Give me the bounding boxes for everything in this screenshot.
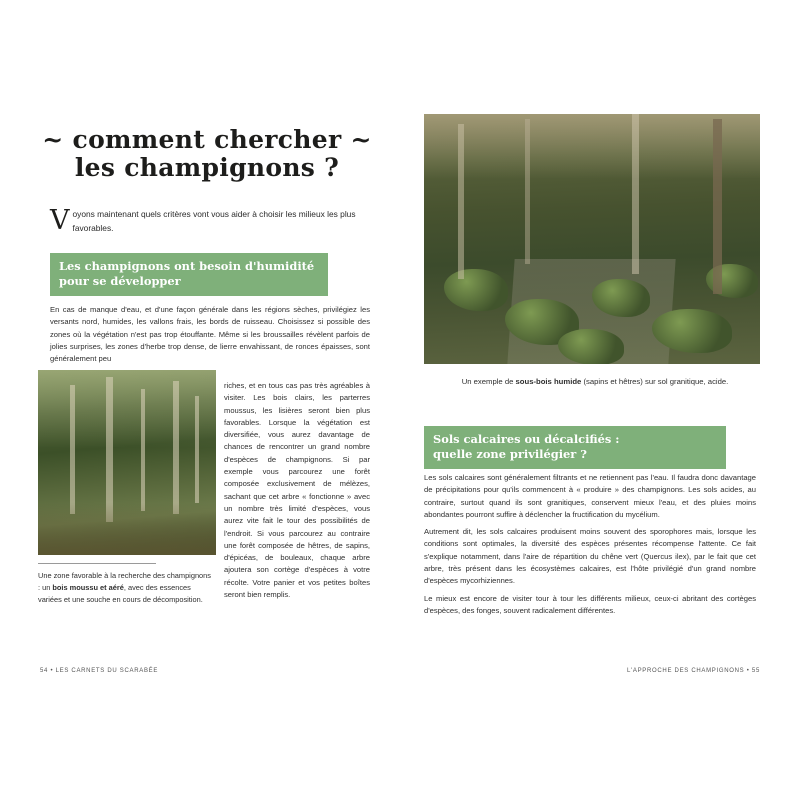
tree-trunk: [70, 385, 75, 515]
right-paragraph-2: Autrement dit, les sols calcaires produisent moins souvent des sporophores mais, lorsque les conditions sont optimales, la diversité des espèces présentes récompense l'attente. Ce fait s'explique notamment, dans l'aire de répartition du chêne vert (Quercus ilex), par le fait que cet arbre, très présent dans les écosystèmes calcaires, est l'hôte privilégié d'un grand nombre d'espèces mycorhiziennes.: [424, 527, 756, 586]
section-heading-humidity: Les champignons ont besoin d'humidité pour se développer: [50, 253, 328, 296]
forest-photo-right: [424, 114, 760, 364]
body-paragraph-narrow: [224, 380, 370, 606]
caption-right-bold: sous-bois humide: [515, 377, 582, 386]
section-heading-soils: [424, 426, 726, 469]
tree-trunk: [713, 119, 722, 294]
drop-cap: V: [50, 205, 70, 236]
photo-sky-overlay: [424, 114, 760, 179]
page-title-line1: ~ comment chercher ~: [42, 125, 372, 154]
photo-floor-overlay: [38, 503, 216, 555]
tree-trunk: [106, 377, 113, 521]
mossy-boulder: [444, 269, 508, 311]
tree-trunk: [141, 389, 145, 511]
page-title: [42, 126, 372, 182]
right-body-text: [424, 472, 756, 622]
section-heading-soils-line1: Sols calcaires ou décalcifiés :: [433, 432, 620, 446]
intro-text: oyons maintenant quels critères vont vous aider à choisir les milieux les plus favorables.: [72, 209, 356, 233]
caption-rule: [38, 563, 156, 564]
caption-right-pre: Un exemple de: [461, 377, 516, 386]
right-paragraph-1: Les sols calcaires sont généralement filtrants et ne retiennent pas l'eau. Il faudra donc davantage de précipitations pour qu'ils commencent à « produire » des champignons. Les sols acides, au contraire, surtout quand ils sont granitiques, conservent mieux l'eau, et des pluies moins abondantes pourront suffire à déclencher la fructification du mycélium.: [424, 473, 756, 519]
book-spread: [28, 108, 772, 684]
page-title-line2: les champignons ?: [74, 153, 340, 182]
tree-trunk: [525, 119, 530, 264]
tree-trunk: [632, 114, 639, 274]
forest-photo-left: [38, 370, 216, 555]
caption-left-bold: bois moussu et aéré: [52, 582, 124, 592]
mossy-boulder: [558, 329, 624, 364]
tree-trunk: [458, 124, 464, 279]
caption-left-pre: Une zone favorable à la recherche des champignons : un: [38, 571, 211, 592]
spread-gutter: [386, 108, 412, 684]
tree-trunk: [195, 396, 199, 503]
photo-caption-left: [38, 563, 214, 606]
intro-paragraph: [50, 205, 368, 236]
photo-canopy-overlay: [38, 370, 216, 448]
body-paragraph-narrow-text: riches, et en tous cas pas très agréables à visiter. Les bois clairs, les parterres moussus, les lisières seront bien plus favorables. Lorsque la végétation est diversifiée, vous aurez davantage de chances de rencontrer un grand nombre d'espèces de champignons. Si par exemple vous parcourez une forêt composée exclusivement de mélèzes, sachant que cet arbre « fonctionne » avec un nombre très limité d'espèces, vous aurez vite fait le tour des possibilités de l'endroit. Si vous parcourez au contraire une forêt composée de hêtres, de sapins, d'épicéas, de bouleaux, chaque arbre ajoutera son cortège d'espèces à votre récolte. Votre panier et vos petites boîtes seront bien remplis.: [224, 381, 370, 600]
right-page: [412, 108, 772, 684]
right-paragraph-3: Le mieux est encore de visiter tour à tour les différents milieux, ceux-ci abritant des cortèges d'espèces, des fonges, souvent radicalement différentes.: [424, 593, 756, 615]
section-heading-soils-line2: quelle zone privilégier ?: [433, 447, 587, 462]
footer-right: L'APPROCHE DES CHAMPIGNONS • 55: [627, 668, 760, 674]
tree-trunk: [173, 381, 179, 514]
body-paragraph-top: [50, 304, 370, 370]
caption-right-post: (sapins et hêtres) sur sol granitique, acide.: [581, 377, 729, 386]
footer-left: 54 • LES CARNETS DU SCARABÉE: [40, 668, 159, 674]
body-paragraph-top-text: En cas de manque d'eau, et d'une façon générale dans les régions sèches, privilégiez les versants nord, humides, les vallons frais, les bords de ruisseau. Choisissez si possible des zones où la végétation n'est pas trop étouffante. Même si les broussailles révèlent parfois de jolies surprises, les zones d'herbe trop dense, de lierre envahissant, de ronces épaisses, sont généralement peu: [50, 305, 370, 364]
left-page: [28, 108, 386, 684]
photo-caption-right: [446, 376, 744, 388]
caption-left-post: , avec des essences variées et une souche en cours de décomposition.: [38, 582, 203, 604]
